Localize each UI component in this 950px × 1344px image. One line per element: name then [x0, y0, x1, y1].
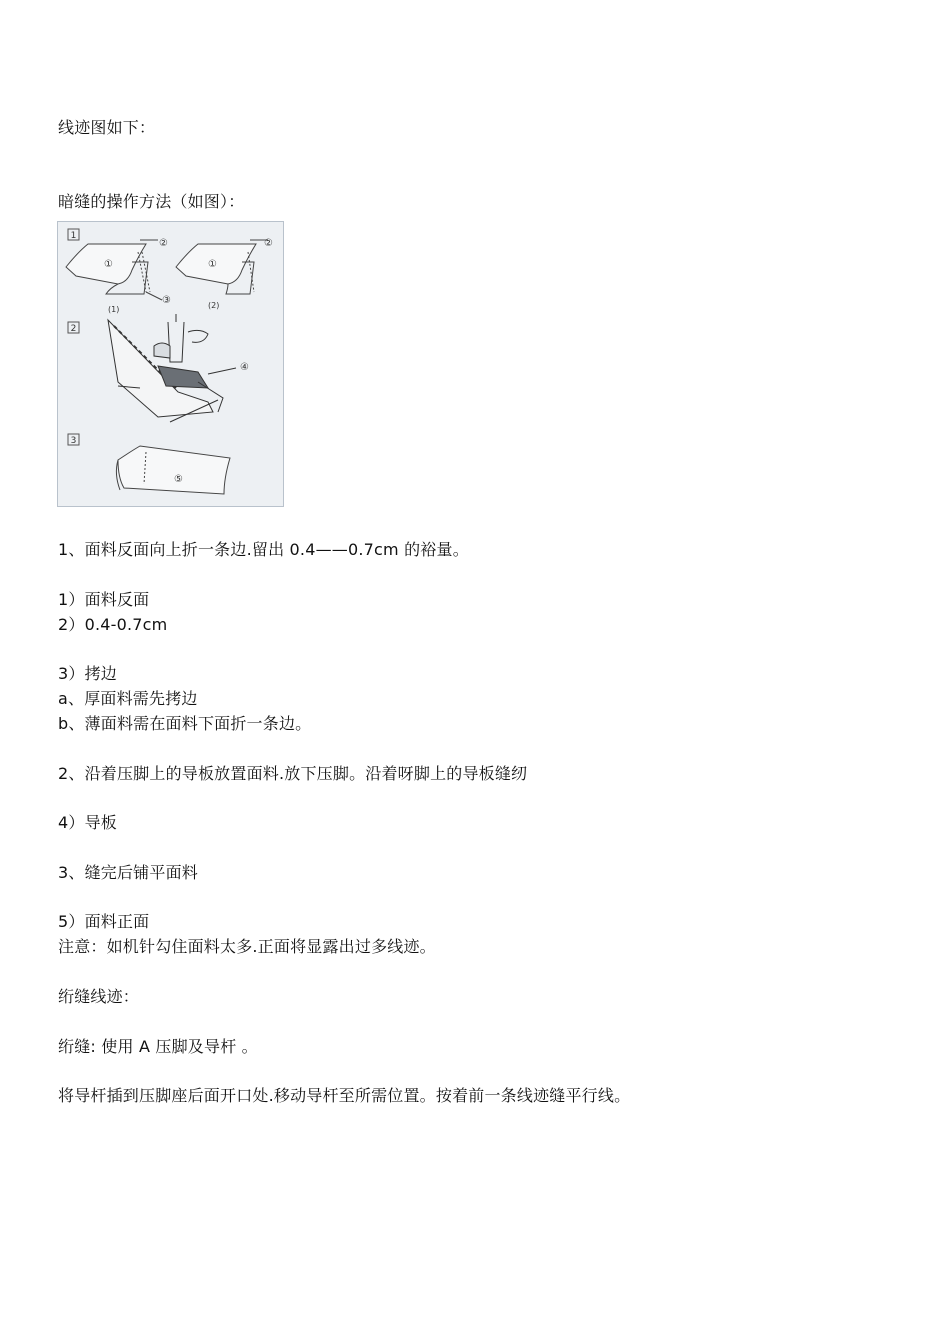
intro-text: 线迹图如下： [58, 118, 156, 137]
callout-3: ③ [162, 295, 171, 306]
note-1: 1）面料反面 [58, 590, 150, 609]
step-number: 1 [70, 231, 77, 241]
sub-label-2: (2) [208, 301, 220, 310]
note-5: 5）面料正面 [58, 912, 150, 931]
callout-1a: ① [104, 259, 113, 270]
quilt-stitch-title: 绗缝线迹： [58, 987, 140, 1006]
step-3-text: 3、缝完后铺平面料 [58, 863, 198, 882]
blind-stitch-diagram [57, 221, 284, 507]
quilt-stitch-description: 将导杆插到压脚座后面开口处.移动导杆至所需位置。按着前一条线迹缝平行线。 [58, 1086, 631, 1105]
fabric-fold-illustration-1 [66, 240, 162, 300]
flat-fabric-illustration [116, 446, 230, 494]
note-3a: a、厚面料需先拷边 [58, 689, 198, 708]
step-marker-2 [68, 322, 79, 334]
sub-label-1: (1) [108, 305, 120, 314]
presser-foot-illustration [108, 314, 236, 422]
callout-2a: ② [159, 238, 168, 249]
step-marker-1 [68, 229, 79, 241]
note-3b: b、薄面料需在面料下面折一条边。 [58, 714, 312, 733]
step-marker-3 [68, 434, 79, 446]
step-1-text: 1、面料反面向上折一条边.留出 0.4——0.7cm 的裕量。 [58, 540, 469, 559]
step-number: 3 [70, 436, 77, 446]
step-number: 2 [70, 324, 77, 334]
blind-stitch-title: 暗缝的操作方法（如图）： [58, 192, 245, 211]
callout-5: ⑤ [174, 474, 183, 485]
note-2: 2）0.4-0.7cm [58, 615, 168, 634]
callout-2b: ② [264, 238, 273, 249]
caution-text: 注意：如机针勾住面料太多.正面将显露出过多线迹。 [58, 937, 436, 956]
note-4: 4）导板 [58, 813, 117, 832]
fabric-fold-illustration-2 [176, 240, 268, 294]
callout-1b: ① [208, 259, 217, 270]
step-2-text: 2、沿着压脚上的导板放置面料.放下压脚。沿着呀脚上的导板缝纫 [58, 764, 528, 783]
note-3: 3）拷边 [58, 664, 117, 683]
quilt-stitch-line: 绗缝: 使用 A 压脚及导杆 。 [58, 1037, 258, 1056]
callout-4: ④ [240, 362, 249, 373]
